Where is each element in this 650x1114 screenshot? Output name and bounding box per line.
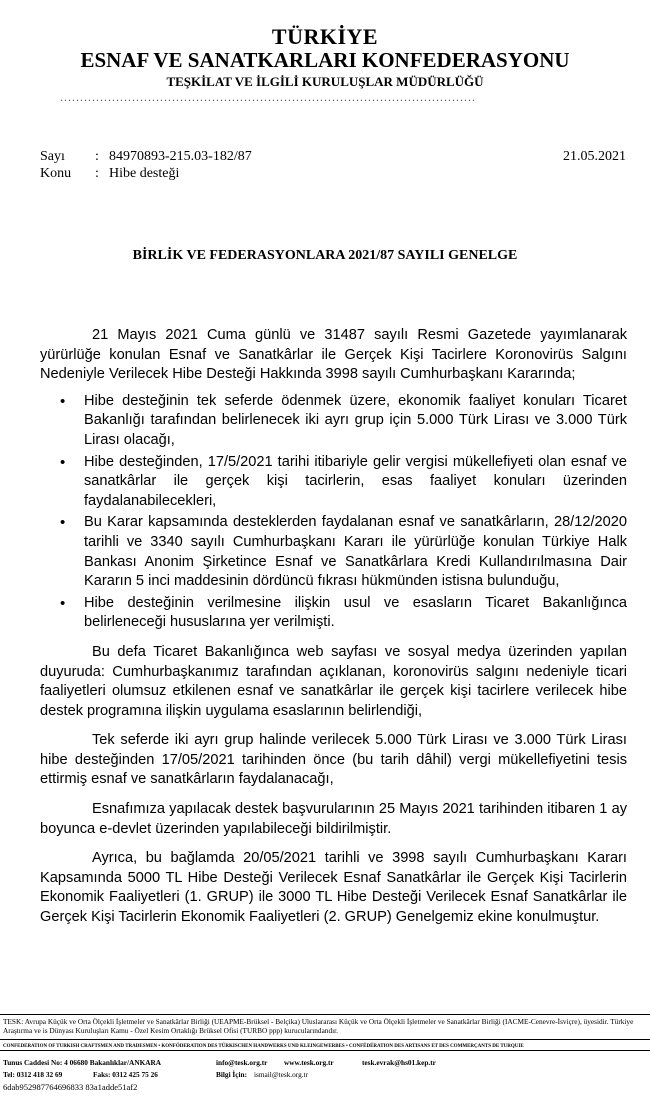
subject-label: Konu: [40, 166, 72, 181]
document-body: [40, 326, 627, 928]
footer-divider: [0, 1039, 650, 1040]
header-dotted-separator: ........................................................................................................: [60, 90, 476, 104]
document-verification-code: 6dab952987764696833 83a1adde51af2: [3, 1082, 138, 1092]
bullet-item: [40, 513, 627, 591]
bullet-icon: •: [60, 453, 66, 471]
reference-number-value: 84970893-215.03-182/87: [109, 149, 252, 164]
application-paragraph: Esnafımıza yapılacak destek başvurularının 25 Mayıs 2021 tarihinden itibaren 1 ay boyunca e-devlet üzerinden yapılabileceği bildirilmiştir.: [40, 801, 627, 837]
announcement-paragraph: Bu defa Ticaret Bakanlığınca web sayfası ve sosyal medya üzerinden yapılan duyuruda: Cumhurbaşkanımız tarafından açıklanan, koronovirüs salgını nedeniyle ticari faaliyetleri olumsuz etkilenen esnaf ve sanatkârlar ile gerçek kişi tacirlere verilecek hibe destek programına ilişkin uygulama esaslarının belirlendiği,: [40, 643, 627, 719]
footer-phone: Tel: 0312 418 32 69: [3, 1070, 63, 1079]
org-name-line1: TÜRKİYE: [271, 24, 379, 49]
footer-fax: Faks: 0312 425 75 26: [93, 1070, 158, 1079]
bullet-icon: •: [60, 514, 66, 532]
document-date: 21.05.2021: [563, 149, 626, 164]
footer-address: Tunus Caddesi No: 4 06680 Bakanlıklar/ANKARA: [3, 1058, 162, 1067]
org-department: TEŞKİLAT VE İLGİLİ KURULUŞLAR MÜDÜRLÜĞÜ: [166, 74, 484, 89]
bullet-text: Hibe desteğinden, 17/5/2021 tarihi itibariyle gelir vergisi mükellefiyeti olan esnaf ve sanatkârlar ile gerçek kişi tacirlerin, esas faaliyet konuları üzerinden faydalanabilecekleri,: [84, 453, 627, 509]
bullet-text: Bu Karar kapsamında desteklerden faydalanan esnaf ve sanatkârların, 28/12/2020 tarihli ve 3340 sayılı Cumhurbaşkanı Kararı ile yürürlüğe konulan Türkiye Halk Bankası Anonim Şirketince Esnaf ve Sanatkârlara Kredi Kullandırılmasına Dair Kararın 5 inci maddesinin dördüncü fıkrası hükmünden istisna bulunduğu,: [84, 514, 627, 590]
bullet-icon: •: [60, 594, 66, 612]
org-name-line2: ESNAF VE SANATKARLARI KONFEDERASYONU: [80, 48, 570, 72]
subject-row: [40, 166, 179, 182]
grant-paragraph: Tek seferde iki ayrı grup halinde verilecek 5.000 Türk Lirası ve 3.000 Türk Lirası hibe desteğinden 17/05/2021 tarihinden önce (bu tarih dâhil) vergi mükellefiyetini tesis ettirmiş esnaf ve sanatkârların faydalanacağı,: [40, 732, 627, 788]
footer-divider: [0, 1050, 650, 1051]
reference-number-row: [40, 149, 252, 165]
bullet-text: Hibe desteğinin tek seferde ödenmek üzere, ekonomik faaliyet konuları Ticaret Bakanlığı tarafından belirlenecek iki ayrı grup için 5.000 Türk Lirası ve 3.000 Türk Lirası olacağı,: [84, 392, 627, 448]
bullet-item: [40, 453, 627, 512]
footer-info-email[interactable]: ismail@tesk.org.tr: [254, 1070, 309, 1079]
footer-divider: [0, 1014, 650, 1015]
subject-colon: :: [95, 166, 99, 181]
footer-kep-address[interactable]: tesk.evrak@hs01.kep.tr: [362, 1058, 436, 1067]
bullet-text: Hibe desteğinin verilmesine ilişkin usul ve esasların Ticaret Bakanlığınca belirleneceği hususlarına yer verilmişti.: [84, 594, 627, 631]
footer-website[interactable]: www.tesk.org.tr: [284, 1058, 334, 1067]
reference-number-label: Sayı: [40, 149, 65, 164]
circular-title: BİRLİK VE FEDERASYONLARA 2021/87 SAYILI GENELGE: [132, 248, 518, 263]
footer-membership-text: TESK: Avrupa Küçük ve Orta Ölçekli İşletmeler ve Sanatkârlar Birliği (UEAPME-Brüksel - Belçika) Uluslararası Küçük ve Orta Ölçekli İşletmeler ve Sanatkârlar Birliği (IACME-Cenevre-İsviçre), üyesidir. Türkiye Araştırma ve is Dünyası Kuruluşları Kamu - Özel Kesim Ortaklığı Brüksel Ofisi (TURBO ppp) kurucularındandır.: [3, 1017, 634, 1035]
decision-bullet-list: [40, 392, 627, 633]
footer-email[interactable]: info@tesk.org.tr: [216, 1058, 268, 1067]
footer-info-label: Bilgi İçin:: [216, 1070, 248, 1079]
attachment-paragraph: Ayrıca, bu bağlamda 20/05/2021 tarihli ve 3998 sayılı Cumhurbaşkanı Kararı Kapsamında 5000 TL Hibe Desteği Verilecek Esnaf Sanatkârlar ile Gerçek Kişi Tacirlerin Ekonomik Faaliyetleri (1. GRUP) ile 3000 TL Hibe Desteği Verilecek Esnaf Sanatkârlar ile Gerçek Kişi Tacirlerin Ekonomik Faaliyetleri (2. GRUP) Genelgemiz ekine konulmuştur.: [40, 850, 627, 926]
intro-paragraph: 21 Mayıs 2021 Cuma günlü ve 31487 sayılı Resmi Gazetede yayımlanarak yürürlüğe konulan Esnaf ve Sanatkârlar ile Gerçek Kişi Tacirlere Koronovirüs Salgını Nedeniyle Verilecek Hibe Desteği Hakkında 3998 sayılı Cumhurbaşkanı Kararında;: [40, 327, 627, 383]
footer-confederation-line: CONFEDERATION OF TURKISH CRAFTSMEN AND TRADESMEN • KONFÖDERATION DES TÜRKISCHEN HANDWERKS UND KLEINGEWERBES • CONFÉDÉRATION DES ARTISANS ET DES COMMERÇANTS DE TURQUIE: [3, 1044, 524, 1049]
bullet-icon: •: [60, 392, 66, 410]
reference-number-colon: :: [95, 149, 99, 164]
subject-value: Hibe desteği: [109, 166, 180, 181]
bullet-item: [40, 392, 627, 451]
bullet-item: [40, 594, 627, 633]
